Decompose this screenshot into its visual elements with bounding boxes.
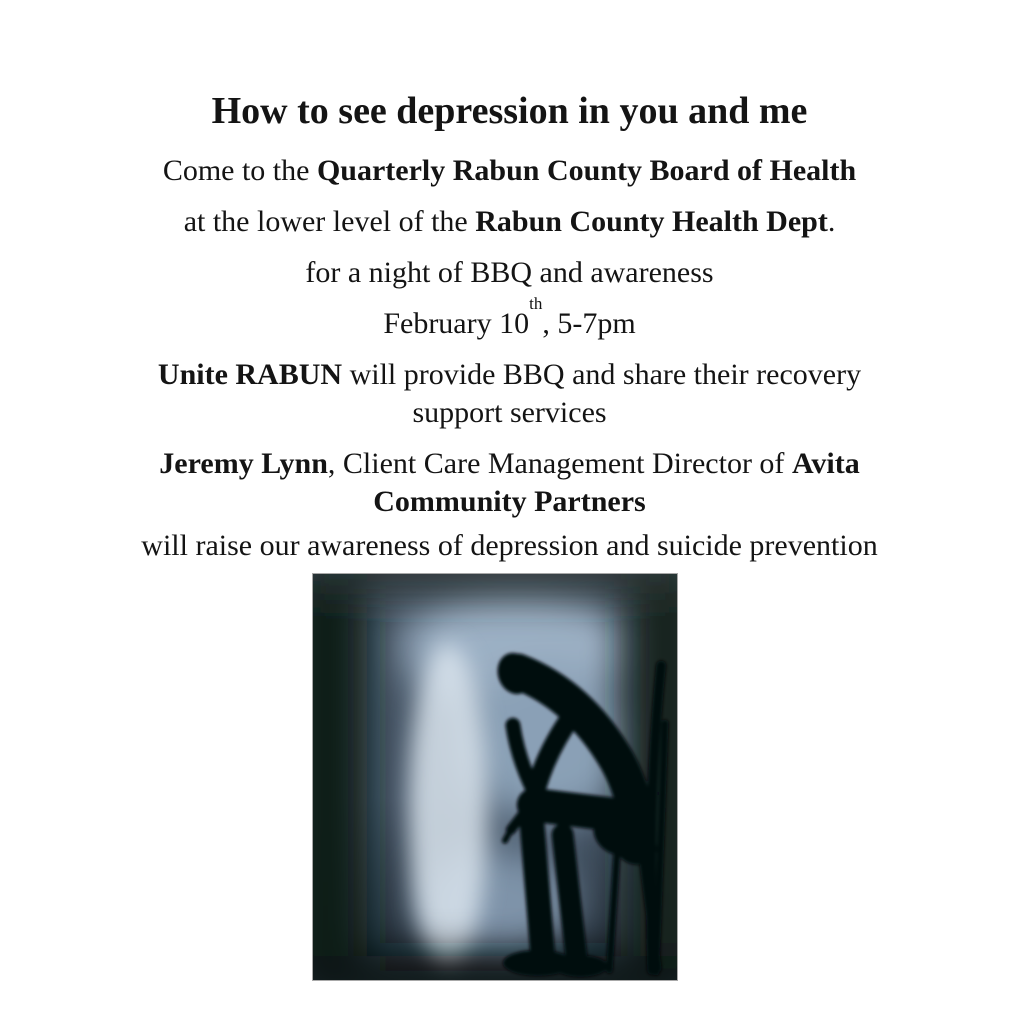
vignette-top <box>313 574 677 594</box>
location-bold-text: Rabun County Health Dept <box>475 205 828 238</box>
provider-text-2: support services <box>412 396 607 429</box>
date-text: February 10 <box>383 307 530 340</box>
light-streak-shape <box>408 644 488 972</box>
speaker-role-text: , Client Care Management Director of <box>327 447 792 480</box>
silhouette-shin-far <box>563 835 577 958</box>
speaker-line <box>0 445 1019 521</box>
silhouette-shin-near <box>531 809 543 954</box>
speaker-org-2: Community Partners <box>373 485 646 518</box>
intro-bold-text: Quarterly Rabun County Board of Health <box>316 154 857 187</box>
date-ordinal-superscript: th <box>529 294 543 313</box>
vignette-bottom <box>313 956 677 980</box>
page-title: How to see depression in you and me <box>211 90 808 132</box>
silhouette-foot-far <box>554 955 608 977</box>
photo-light-streak-layer <box>408 644 488 972</box>
intro-text: Come to the <box>162 154 317 187</box>
speaker-org-1: Avita <box>791 447 860 480</box>
location-line <box>0 203 1019 241</box>
provider-bold-text: Unite RABUN <box>157 358 343 391</box>
location-text: at the lower level of the <box>183 205 476 238</box>
speaker-name: Jeremy Lynn <box>159 447 328 480</box>
vignette-left <box>313 574 367 980</box>
datetime-line <box>0 294 1019 343</box>
silhouette-thigh <box>534 805 631 817</box>
location-period: . <box>827 205 836 238</box>
provider-text-1: will provide BBQ and share their recovery <box>342 358 862 391</box>
purpose-line: will raise our awareness of depression and suicide prevention <box>141 529 878 562</box>
provider-line <box>0 356 1019 432</box>
intro-line <box>0 152 1019 190</box>
tagline-line: for a night of BBQ and awareness <box>305 256 714 289</box>
time-text: , 5-7pm <box>542 307 636 340</box>
depressed-person-silhouette-photo <box>312 573 678 981</box>
